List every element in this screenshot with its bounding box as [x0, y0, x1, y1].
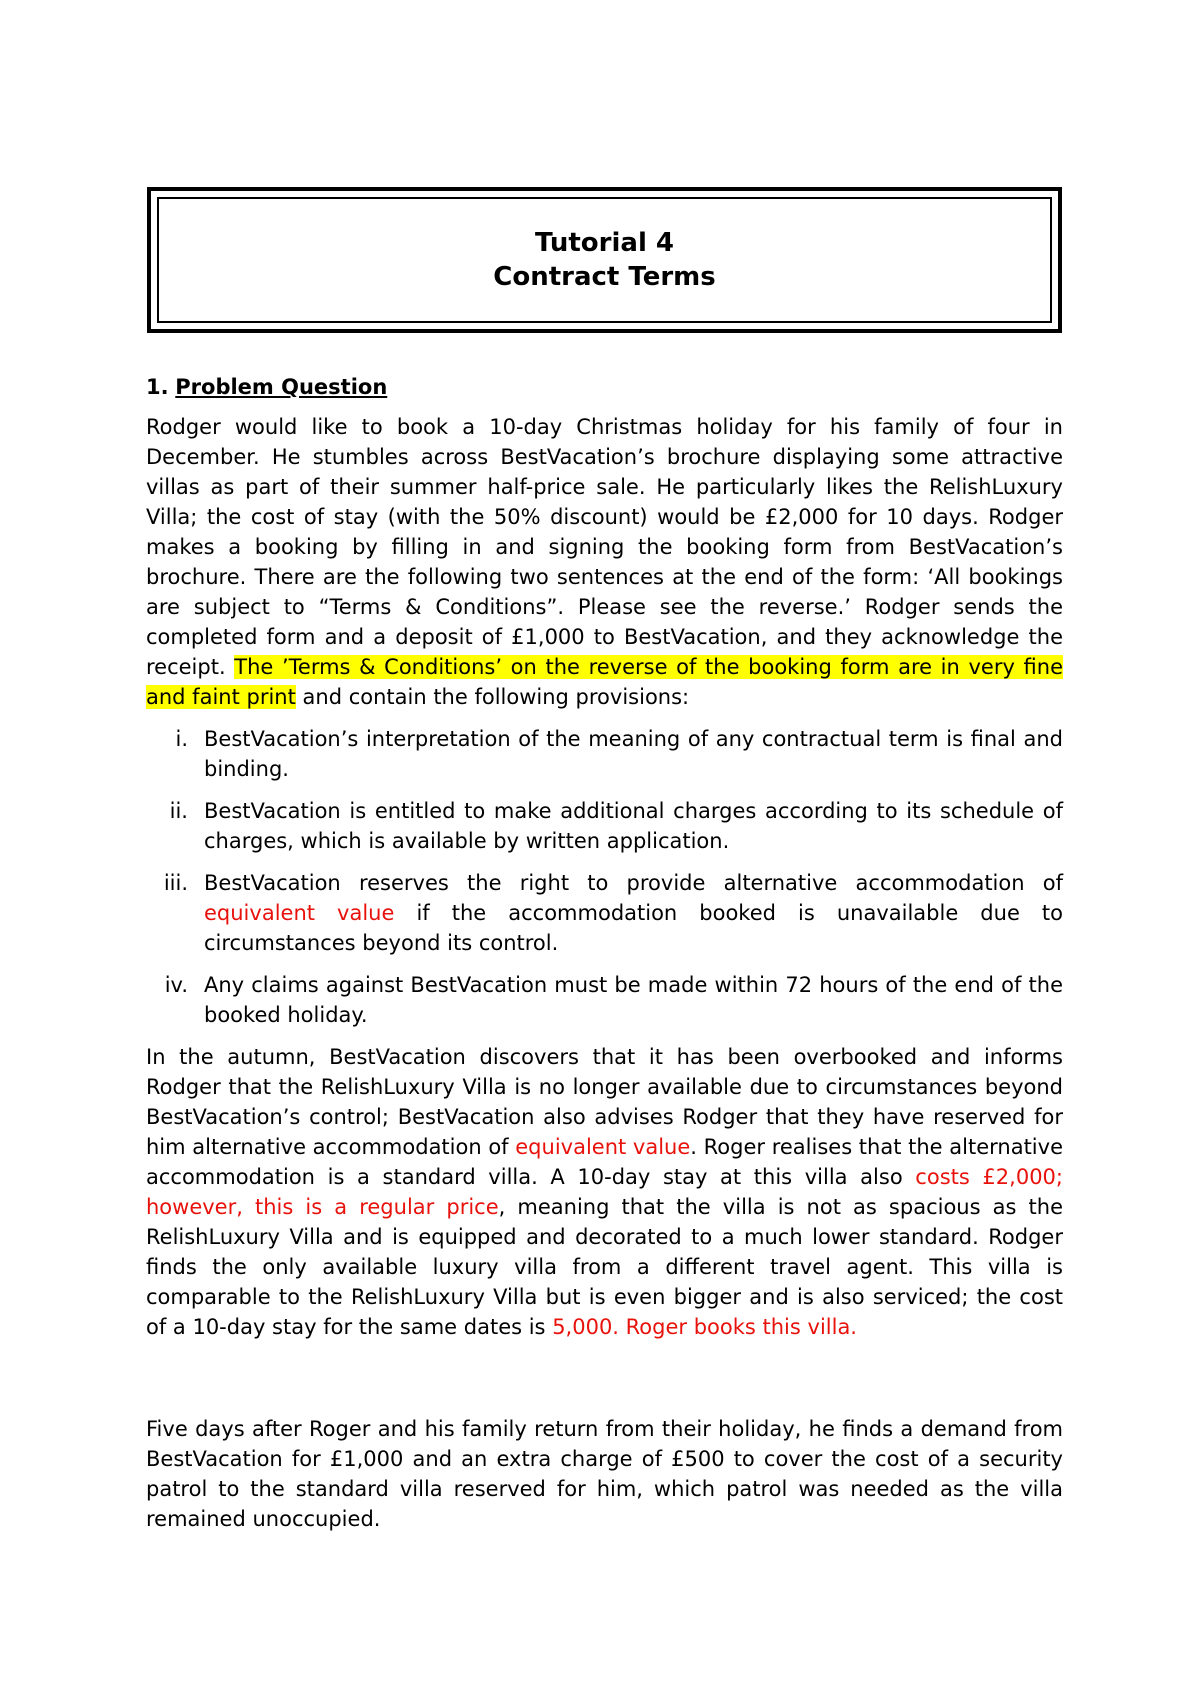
title-box — [147, 187, 1062, 333]
paragraph-demand: Five days after Roger and his family return from their holiday, he finds a demand from BestVacation for £1,000 and an extra charge of £500 to cover the cost of a security patrol to the standard villa reserved for him, which patrol was needed as the villa remained unoccupied. — [146, 1417, 1063, 1531]
list-item — [146, 796, 1063, 856]
question-number: 1. — [146, 375, 169, 399]
list-item — [146, 868, 1063, 958]
red-text: equivalent value — [515, 1135, 691, 1159]
autumn-text-1: In the autumn, BestVacation discovers that it has been overbooked and informs Rodger that the RelishLuxury Villa is no longer available due to circumstances beyond BestVacation’s control; BestVacation also advises Rodger that they have reserved for him alternative accommodation of — [146, 1045, 1063, 1159]
provision-text: BestVacation is entitled to make additional charges according to its schedule of charges, which is available by written application. — [204, 799, 1063, 853]
red-text: costs £2,000; however, this is a regular price — [146, 1165, 1063, 1219]
question-heading — [146, 372, 1063, 402]
paragraph-scenario-tail: and contain the following provisions: — [295, 685, 690, 709]
tutorial-title: Tutorial 4 — [534, 228, 674, 258]
list-marker: iv. — [164, 973, 188, 997]
title-box-inner — [157, 197, 1052, 323]
question-title: Problem Question — [175, 375, 388, 399]
list-item — [146, 970, 1063, 1030]
provisions-list — [146, 724, 1063, 1030]
provision-text: BestVacation’s interpretation of the meaning of any contractual term is final and binding. — [204, 727, 1063, 781]
paragraph-autumn — [146, 1042, 1063, 1342]
autumn-text-3: , meaning that the villa is not as spacious as the RelishLuxury Villa and is equipped and decorated to a much lower standard. Rodger finds the only available luxury villa from a different travel agent. This villa is comparable to the RelishLuxury Villa but is even bigger and is also serviced; the cost of a 10-day stay for the same dates is — [146, 1195, 1063, 1339]
red-text: 5,000. Roger books this villa. — [552, 1315, 857, 1339]
tutorial-subtitle: Contract Terms — [493, 262, 716, 292]
provision-text: Any claims against BestVacation must be made within 72 hours of the end of the booked holiday. — [204, 973, 1063, 1027]
provision-text-pre: BestVacation reserves the right to provide alternative accommodation of — [204, 871, 1063, 895]
provision-text — [204, 868, 1063, 958]
list-marker: iii. — [163, 871, 188, 895]
list-marker: ii. — [169, 799, 188, 823]
autumn-text-2: . Roger realises that the alternative accommodation is a standard villa. A 10-day stay at this villa also — [146, 1135, 1063, 1189]
list-marker: i. — [175, 727, 188, 751]
highlighted-text: The ’Terms & Conditions’ on the reverse of the booking form are in very fine and faint print — [146, 655, 1063, 709]
paragraph-scenario — [146, 412, 1063, 712]
document-body — [146, 372, 1063, 1546]
provision-text-post: if the accommodation booked is unavailable due to circumstances beyond its control. — [204, 901, 1063, 955]
list-item — [146, 724, 1063, 784]
paragraph-scenario-text: Rodger would like to book a 10-day Christmas holiday for his family of four in December. He stumbles across BestVacation’s brochure displaying some attractive villas as part of their summer half-price sale. He particularly likes the RelishLuxury Villa; the cost of stay (with the 50% discount) would be £2,000 for 10 days. Rodger makes a booking by filling in and signing the booking form from BestVacation’s brochure. There are the following two sentences at the end of the form: ‘All bookings are subject to “Terms & Conditions”. Please see the reverse.’ Rodger sends the completed form and a deposit of £1,000 to BestVacation, and they acknowledge the receipt. — [146, 415, 1063, 679]
red-text: equivalent value — [204, 901, 395, 925]
paragraph-spacer — [146, 1354, 1063, 1414]
